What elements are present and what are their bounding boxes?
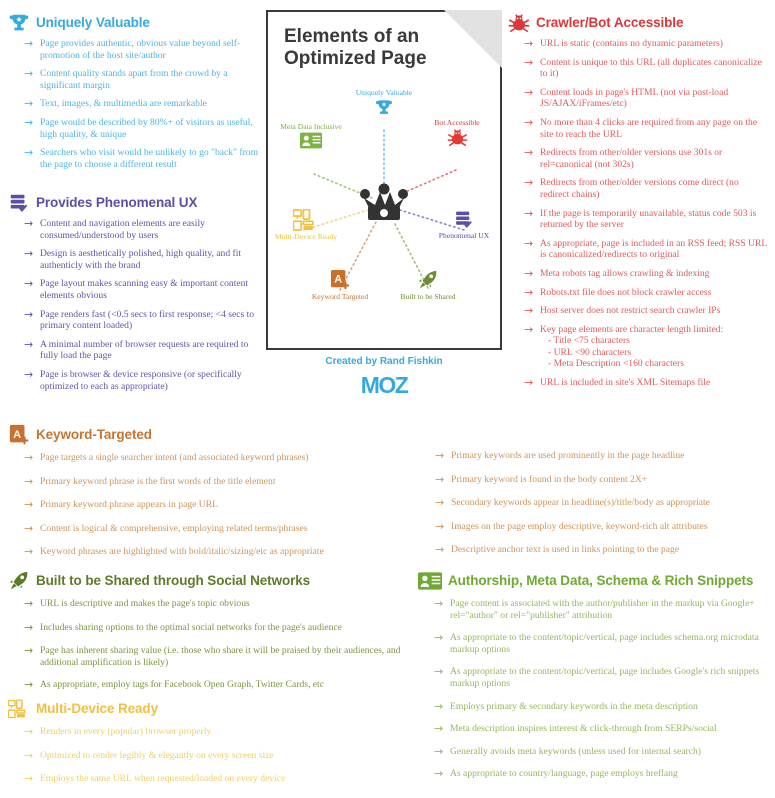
list-item: [434, 598, 770, 621]
node-label: Bot Accessible: [434, 118, 480, 127]
arrow-icon: →: [24, 67, 34, 81]
section-keyword-targeted-right-column: [435, 450, 770, 568]
arrow-icon: →: [24, 146, 34, 160]
list-item: [24, 452, 408, 464]
node-label: Keyword Targeted: [311, 292, 369, 301]
list-item-text: Host server does not restrict search crawler IPs: [540, 305, 721, 317]
list-item: [24, 339, 260, 362]
list-item: [24, 248, 260, 271]
arrow-icon: →: [24, 277, 34, 291]
list-item-text: Content is logical & comprehensive, employing related terms/phrases: [40, 522, 308, 534]
bug-icon: [508, 12, 530, 34]
arrow-icon: →: [524, 236, 534, 250]
arrow-icon: →: [435, 449, 445, 462]
section-phenomenal-ux: [8, 192, 260, 399]
devices-icon: [8, 698, 30, 720]
list-item-text: URL is static (contains no dynamic parameters): [540, 38, 723, 49]
list-item-text: No more than 4 clicks are required from any page on the site to reach the URL: [540, 116, 758, 140]
arrow-icon: →: [24, 620, 34, 634]
list-item: [24, 117, 260, 140]
list-item-text: As appropriate, employ tags for Facebook Open Graph, Twitter Cards, etc: [40, 679, 324, 691]
list-item: [524, 377, 770, 389]
list-item: [24, 679, 408, 691]
diagram-node-multi-device-ready: [271, 208, 341, 241]
list-item: [24, 218, 260, 241]
list-item: [435, 474, 770, 486]
section-title: Authorship, Meta Data, Schema & Rich Snippets: [448, 573, 754, 589]
list-item: [24, 546, 408, 558]
list-item-text: Primary keywords are used prominently in the page headline: [451, 450, 685, 461]
trophy-icon: [8, 12, 30, 34]
arrow-icon: →: [24, 678, 34, 692]
list-item-text: Includes sharing options to the optimal social networks for the page's audience: [40, 621, 342, 633]
list-item: [434, 746, 770, 758]
section-header: [8, 192, 260, 214]
list-item: [24, 476, 408, 488]
list-item: [24, 38, 260, 61]
bullet-list: [8, 38, 260, 170]
bullet-list-left: [8, 452, 408, 558]
sub-item-text: - Meta Description <160 characters: [548, 358, 684, 370]
list-item: [24, 645, 408, 668]
list-item-text: Generally avoids meta keywords (unless used for internal search): [450, 745, 701, 757]
section-header: [8, 424, 408, 446]
arrow-icon: →: [434, 699, 444, 713]
list-item: [524, 87, 770, 110]
section-uniquely-valuable: [8, 12, 260, 177]
node-label: Built to be Shared: [400, 292, 456, 301]
moz-logo: MOZ: [360, 372, 408, 398]
arrow-icon: →: [24, 644, 34, 658]
list-item: [434, 723, 770, 735]
bug-icon: [447, 128, 468, 147]
list-item-text: Page content is associated with the author/publisher in the markup via Google+ rel="author" or rel="publisher" attribution: [450, 598, 755, 621]
bullet-list: [508, 38, 770, 389]
list-item: [524, 57, 770, 80]
section-header: [8, 698, 408, 720]
list-item: [24, 750, 408, 762]
arrow-icon: →: [24, 521, 34, 535]
card-a-icon: [330, 269, 350, 291]
list-item: [524, 208, 770, 231]
arrow-icon: →: [24, 725, 34, 738]
diagram-node-keyword-targeted: [305, 268, 375, 301]
list-item: [524, 147, 770, 170]
list-item-text: Page provides authentic, obvious value beyond self-promotion of the host site/author: [40, 38, 241, 61]
arrow-icon: →: [524, 322, 534, 336]
list-item-text: Images on the page employ descriptive, keyword-rich alt attributes: [451, 520, 708, 532]
diagram-node-built-to-be-shared: [393, 268, 463, 301]
list-item-text: Optimized to render legibly & elegantly on every screen size: [40, 749, 274, 761]
list-item: [24, 622, 408, 634]
list-item: [24, 68, 260, 91]
arrow-icon: →: [24, 37, 34, 50]
svg-text:A: A: [13, 428, 22, 441]
list-item-text: Content quality stands apart from the crowd by a significant margin: [40, 68, 228, 91]
list-item: [24, 369, 260, 392]
arrow-icon: →: [434, 631, 444, 645]
list-item-text: Content loads in page's HTML (not via post-load JS/AJAX/iFrames/etc): [540, 86, 729, 110]
page-title: Elements of an Optimized Page: [284, 26, 427, 69]
list-item-text: Page layout makes scanning easy & important content elements obvious: [40, 278, 249, 301]
center-document-card: [266, 10, 502, 350]
arrow-icon: →: [434, 597, 444, 610]
list-item-with-sublist: [524, 324, 770, 370]
arrow-icon: →: [24, 367, 34, 381]
list-item-text: URL is descriptive and makes the page's topic obvious: [40, 598, 250, 609]
arrow-icon: →: [524, 115, 534, 129]
arrow-icon: →: [24, 474, 34, 488]
list-item-text: Primary keyword phrase is the first words of the title element: [40, 475, 276, 487]
diagram-node-uniquely-valuable: [349, 88, 419, 118]
list-item-text: Redirects from other/older versions use 301s or rel=canonical (not 302s): [540, 147, 723, 170]
svg-text:A: A: [334, 273, 343, 286]
node-label: Uniquely Valuable: [355, 88, 413, 97]
node-label: Meta Data Inclusive: [280, 122, 342, 131]
list-item: [434, 666, 770, 689]
section-header: [8, 570, 408, 592]
arrow-icon: →: [524, 176, 534, 190]
list-item-text: Design is aesthetically polished, high quality, and fit authenticly with the brand: [40, 248, 242, 271]
list-item-text: Primary keyword phrase appears in page URL: [40, 499, 218, 511]
section-title: Built to be Shared through Social Networks: [36, 573, 311, 589]
list-item: [434, 701, 770, 713]
arrow-icon: →: [524, 55, 534, 69]
list-item: [24, 726, 408, 738]
list-item-text: Meta robots tag allows crawling & indexing: [540, 267, 710, 279]
section-multi-device-ready: [8, 698, 408, 797]
list-item: [24, 773, 408, 785]
list-item-text: Page targets a single searcher intent (and associated keyword phrases): [40, 452, 309, 463]
arrow-icon: →: [434, 744, 444, 758]
list-item: [524, 305, 770, 317]
layers-check-icon: [453, 209, 475, 230]
list-item: [24, 598, 408, 610]
list-item-text: Content is unique to this URL (all duplicates canonicalize to it): [540, 56, 762, 80]
arrow-icon: →: [24, 115, 34, 129]
section-title: Provides Phenomenal UX: [36, 195, 198, 211]
list-item: [24, 499, 408, 511]
list-item-text: Redirects from other/older versions come direct (no redirect chains): [540, 177, 739, 200]
list-item: [434, 632, 770, 655]
list-item: [435, 497, 770, 509]
node-label: Multi-Device Ready: [274, 232, 338, 241]
arrow-icon: →: [435, 496, 445, 510]
list-item: [524, 268, 770, 280]
rocket-icon: [417, 269, 439, 291]
list-item-text: Employs primary & secondary keywords in the meta description: [450, 700, 698, 712]
arrow-icon: →: [524, 285, 534, 299]
arrow-icon: →: [434, 767, 444, 781]
arrow-icon: →: [524, 85, 534, 99]
list-item: [524, 287, 770, 299]
list-item-text: Renders in every (popular) browser properly: [40, 726, 212, 737]
section-header: [8, 12, 260, 34]
node-label: Phenomenal UX: [438, 231, 490, 240]
section-title: Multi-Device Ready: [36, 701, 158, 717]
list-item: [435, 450, 770, 462]
section-authorship-meta-data: [418, 570, 770, 791]
arrow-icon: →: [435, 519, 445, 533]
optimized-page-diagram: [268, 82, 500, 342]
section-built-to-be-shared: [8, 570, 408, 698]
diagram-node-bot-accessible: [422, 118, 492, 148]
trophy-icon: [374, 98, 394, 117]
list-item-text: Secondary keywords appear in headline(s)/title/body as appropriate: [451, 497, 710, 509]
diagram-node-meta-data-inclusive: [276, 122, 346, 150]
bullet-list: [418, 598, 770, 780]
list-item-text: If the page is temporarily unavailable, status code 503 is returned by the server: [540, 207, 757, 231]
arrow-icon: →: [24, 545, 34, 559]
arrow-icon: →: [435, 472, 445, 486]
list-item-text: As appropriate to country/language, page employs hreflang: [450, 768, 678, 780]
list-item-text: Page would be described by 80%+ of visitors as useful, high quality, & unique: [40, 116, 253, 140]
devices-icon: [293, 209, 319, 231]
bullet-list-right: [435, 450, 770, 556]
list-item: [435, 544, 770, 556]
arrow-icon: →: [434, 665, 444, 679]
list-item-text: Key page elements are character length limited:: [540, 323, 724, 335]
section-title: Crawler/Bot Accessible: [536, 15, 684, 31]
arrow-icon: →: [24, 451, 34, 464]
arrow-icon: →: [24, 97, 34, 111]
list-item-text: As appropriate to the content/topic/vertical, page includes schema.org microdata markup options: [450, 632, 759, 655]
list-item: [24, 147, 260, 170]
list-item: [435, 521, 770, 533]
list-item-text: Page has inherent sharing value (i.e. those who share it will be praised by their audiences, and additional amplification is likely): [40, 645, 401, 668]
list-item-text: Robots.txt file does not block crawler access: [540, 286, 712, 298]
list-item: [524, 117, 770, 140]
arrow-icon: →: [524, 37, 534, 50]
list-item-text: Page is browser & device responsive (or specifically optimized to each as appropriate): [40, 368, 242, 392]
arrow-icon: →: [24, 772, 34, 786]
arrow-icon: →: [524, 266, 534, 280]
list-item-text: Meta description inspires interest & click-through from SERPs/social: [450, 723, 717, 735]
arrow-icon: →: [524, 206, 534, 220]
crown-icon: [358, 182, 410, 228]
arrow-icon: →: [524, 146, 534, 160]
list-item-text: Page renders fast (<0.5 secs to first response; <4 secs to primary content loaded): [40, 308, 255, 332]
arrow-icon: →: [524, 304, 534, 318]
arrow-icon: →: [24, 337, 34, 351]
arrow-icon: →: [435, 543, 445, 557]
list-item: [24, 523, 408, 535]
diagram-node-phenomenal-ux: [429, 208, 499, 240]
list-item: [524, 177, 770, 200]
rocket-icon: [8, 570, 30, 592]
arrow-icon: →: [524, 376, 534, 390]
sub-item-text: - Title <75 characters: [548, 335, 630, 347]
id-card-icon: [418, 570, 442, 592]
id-card-icon: [300, 132, 322, 149]
list-item-text: Content and navigation elements are easily consumed/understood by users: [40, 218, 205, 241]
list-item-text: Descriptive anchor text is used in links pointing to the page: [451, 544, 680, 556]
list-item: [524, 38, 770, 50]
sub-item-text: - URL <90 characters: [548, 346, 632, 358]
list-item: [24, 278, 260, 301]
list-item: [24, 309, 260, 332]
list-item: [434, 768, 770, 780]
section-title: Uniquely Valuable: [36, 15, 150, 31]
list-item-text: As appropriate, page is included in an RSS feed; RSS URL is canonicalized/redirects to original: [540, 237, 767, 261]
list-item-text: Primary keyword is found in the body content 2X+: [451, 473, 648, 485]
page-fold-corner: [444, 10, 502, 68]
list-item-text: URL is included in site's XML Sitemaps file: [540, 377, 711, 389]
list-item: [24, 98, 260, 110]
card-a-icon: [8, 424, 30, 446]
section-crawler-bot-accessible: [508, 12, 770, 396]
arrow-icon: →: [24, 498, 34, 512]
list-item-text: Text, images, & multimedia are remarkable: [40, 98, 207, 110]
section-header: [418, 570, 770, 592]
list-item-text: A minimal number of browser requests are required to fully load the page: [40, 338, 249, 362]
arrow-icon: →: [24, 597, 34, 610]
bullet-list: [8, 726, 408, 785]
arrow-icon: →: [24, 247, 34, 261]
list-item: [524, 238, 770, 261]
layers-check-icon: [8, 192, 30, 214]
section-keyword-targeted: [8, 424, 408, 570]
bullet-list: [8, 218, 260, 392]
list-item-text: As appropriate to the content/topic/vertical, page includes Google's rich snippets markup options: [450, 666, 760, 689]
credit-line: Created by Rand Fishkin: [325, 356, 443, 367]
arrow-icon: →: [24, 307, 34, 321]
list-item-text: Searchers who visit would be unlikely to go "back" from the page to choose a different result: [40, 147, 259, 170]
section-title: Keyword-Targeted: [36, 427, 152, 443]
arrow-icon: →: [24, 748, 34, 762]
arrow-icon: →: [434, 722, 444, 736]
bullet-list: [8, 598, 408, 691]
list-item-text: Keyword phrases are highlighted with bold/italic/sizing/etc as appropriate: [40, 546, 324, 558]
list-item-text: Employs the same URL when requested/loaded on every device: [40, 773, 286, 785]
arrow-icon: →: [24, 217, 34, 230]
section-header: [508, 12, 770, 34]
